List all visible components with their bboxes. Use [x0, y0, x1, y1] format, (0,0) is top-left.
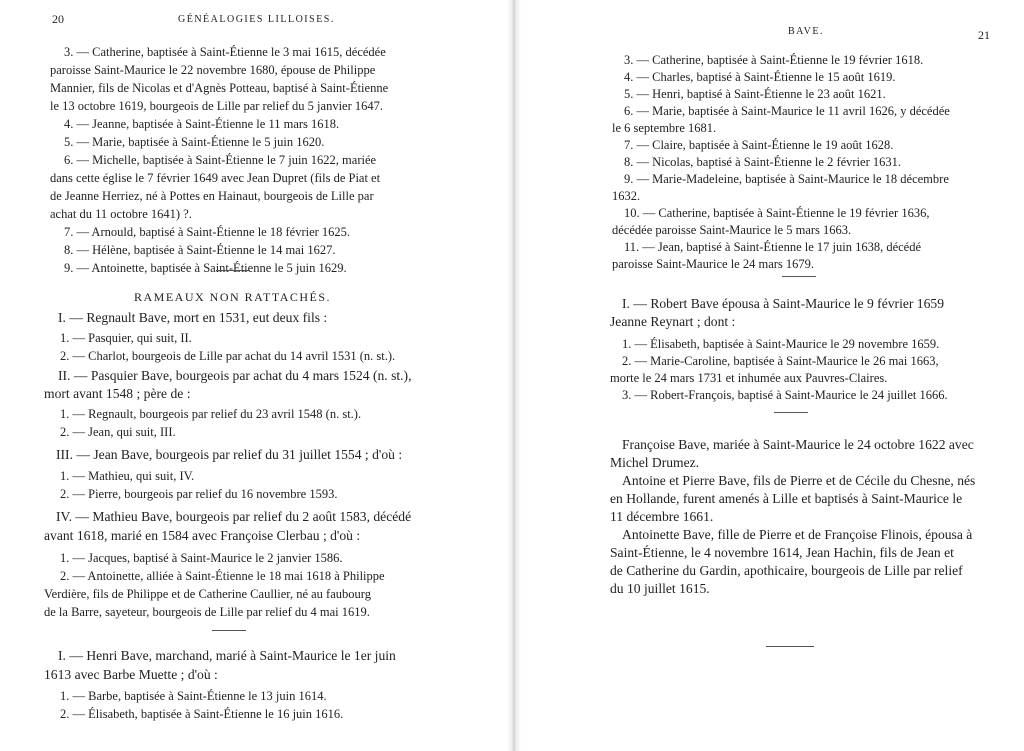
text-line: le 6 septembre 1681. — [612, 121, 717, 135]
text-line: 6. — Marie, baptisée à Saint-Maurice le 11 avril 1626, y décédée — [624, 104, 950, 118]
text-line: dans cette église le 7 février 1649 avec Jean Dupret (fils de Piat et — [50, 171, 381, 185]
text-line: Jeanne Reynart ; dont : — [610, 314, 736, 329]
text-line: 1. — Barbe, baptisée à Saint-Étienne le 13 juin 1614. — [60, 689, 327, 703]
running-head: BAVE. — [788, 26, 824, 37]
text-line: 1. — Pasquier, qui suit, II. — [60, 331, 192, 345]
text-line: 5. — Marie, baptisée à Saint-Étienne le 5 juin 1620. — [64, 135, 325, 149]
text-line: 1. — Mathieu, qui suit, IV. — [60, 469, 195, 483]
text-line: I. — Henri Bave, marchand, marié à Saint-Maurice le 1er juin — [58, 648, 396, 663]
text-line: Verdière, fils de Philippe et de Catherine Caullier, né au faubourg — [44, 587, 371, 601]
text-line: Saint-Étienne, le 4 novembre 1614, Jean Hachin, fils de Jean et — [610, 545, 954, 560]
text-line: 1. — Élisabeth, baptisée à Saint-Maurice le 29 novembre 1659. — [622, 337, 940, 351]
text-line: 2. — Antoinette, alliée à Saint-Étienne le 18 mai 1618 à Philippe — [60, 569, 385, 583]
text-line: achat du 11 octobre 1641) ?. — [50, 207, 192, 221]
text-line: 1. — Regnault, bourgeois par relief du 23 avril 1548 (n. st.). — [60, 407, 362, 421]
text-line: 5. — Henri, baptisé à Saint-Étienne le 23 août 1621. — [624, 87, 886, 101]
right-bottom-entries — [512, 0, 1024, 751]
text-line: IV. — Mathieu Bave, bourgeois par relief du 2 août 1583, décédé — [56, 509, 412, 524]
text-line: de la Barre, sayeteur, bourgeois de Lille par relief du 4 mai 1619. — [44, 605, 370, 619]
text-line: 2. — Élisabeth, baptisée à Saint-Étienne le 16 juin 1616. — [60, 707, 344, 721]
text-line: II. — Pasquier Bave, bourgeois par achat du 4 mars 1524 (n. st.), — [58, 368, 412, 383]
text-line: 3. — Catherine, baptisée à Saint-Étienne le 19 février 1618. — [624, 53, 924, 67]
text-line: 2. — Marie-Caroline, baptisée à Saint-Maurice le 26 mai 1663, — [622, 354, 939, 368]
text-line: avant 1618, marié en 1584 avec Françoise Clerbau ; d'où : — [44, 528, 361, 543]
text-line: paroisse Saint-Maurice le 22 novembre 1680, épouse de Philippe — [50, 63, 376, 77]
text-line: décédée paroisse Saint-Maurice le 5 mars 1663. — [612, 223, 852, 237]
text-line: Antoinette Bave, fille de Pierre et de Françoise Flinois, épousa à — [622, 527, 973, 542]
text-line: 2. — Jean, qui suit, III. — [60, 425, 176, 439]
text-line: morte le 24 mars 1731 et inhumée aux Pauvres-Claires. — [610, 371, 888, 385]
page-number: 20 — [52, 12, 64, 26]
section-divider — [766, 646, 814, 647]
text-line: Françoise Bave, mariée à Saint-Maurice le 24 octobre 1622 avec — [622, 437, 974, 452]
running-head: GÉNÉALOGIES LILLOISES. — [178, 14, 335, 25]
text-line: 9. — Marie-Madeleine, baptisée à Saint-Maurice le 18 décembre — [624, 172, 949, 186]
text-line: 1. — Jacques, baptisé à Saint-Maurice le 2 janvier 1586. — [60, 551, 343, 565]
text-line: 2. — Pierre, bourgeois par relief du 16 novembre 1593. — [60, 487, 338, 501]
text-line: 6. — Michelle, baptisée à Saint-Étienne le 7 juin 1622, mariée — [64, 153, 377, 167]
text-line: 11. — Jean, baptisé à Saint-Étienne le 17 juin 1638, décédé — [624, 240, 922, 254]
text-line: 7. — Claire, baptisée à Saint-Étienne le 19 août 1628. — [624, 138, 894, 152]
text-line: 4. — Charles, baptisé à Saint-Étienne le 15 août 1619. — [624, 70, 896, 84]
text-line: 9. — Antoinette, baptisée à Saint-Étienne le 5 juin 1629. — [64, 261, 347, 275]
text-line: 3. — Robert-François, baptisé à Saint-Maurice le 24 juillet 1666. — [622, 388, 948, 402]
text-line: 1613 avec Barbe Muette ; d'où : — [44, 667, 218, 682]
text-line: 8. — Hélène, baptisée à Saint-Étienne le 14 mai 1627. — [64, 243, 336, 257]
text-line: 11 décembre 1661. — [610, 509, 714, 524]
text-line: Antoine et Pierre Bave, fils de Pierre et de Cécile du Chesne, nés — [622, 473, 976, 488]
right-page — [512, 0, 1024, 751]
text-line: I. — Regnault Bave, mort en 1531, eut deux fils : — [58, 310, 328, 325]
text-line: paroisse Saint-Maurice le 24 mars 1679. — [612, 257, 815, 271]
text-line: en Hollande, furent amenés à Lille et baptisés à Saint-Maurice le — [610, 491, 963, 506]
text-line: 7. — Arnould, baptisé à Saint-Étienne le 18 février 1625. — [64, 225, 351, 239]
section-title: RAMEAUX NON RATTACHÉS. — [134, 290, 332, 304]
text-line: du 10 juillet 1615. — [610, 581, 710, 596]
text-line: 10. — Catherine, baptisée à Saint-Étienne le 19 février 1636, — [624, 206, 930, 220]
text-line: 1632. — [612, 189, 641, 203]
text-line: mort avant 1548 ; père de : — [44, 386, 191, 401]
text-line: 8. — Nicolas, baptisé à Saint-Étienne le 2 février 1631. — [624, 155, 902, 169]
text-line: I. — Robert Bave épousa à Saint-Maurice le 9 février 1659 — [622, 296, 944, 311]
text-line: 4. — Jeanne, baptisée à Saint-Étienne le 11 mars 1618. — [64, 117, 340, 131]
text-line: Mannier, fils de Nicolas et d'Agnès Potteau, baptisé à Saint-Étienne — [50, 81, 389, 95]
text-line: 3. — Catherine, baptisée à Saint-Étienne le 3 mai 1615, décédée — [64, 45, 386, 59]
text-line: III. — Jean Bave, bourgeois par relief du 31 juillet 1554 ; d'où : — [56, 447, 403, 462]
text-line: de Catherine du Gardin, apothicaire, bourgeois de Lille par relief — [610, 563, 963, 578]
page-number: 21 — [978, 28, 990, 42]
text-line: de Jeanne Herriez, né à Pottes en Hainaut, bourgeois de Lille par — [50, 189, 374, 203]
text-line: 2. — Charlot, bourgeois de Lille par achat du 14 avril 1531 (n. st.). — [60, 349, 396, 363]
text-line: le 13 octobre 1619, bourgeois de Lille par relief du 5 janvier 1647. — [50, 99, 384, 113]
text-line: Michel Drumez. — [610, 455, 700, 470]
